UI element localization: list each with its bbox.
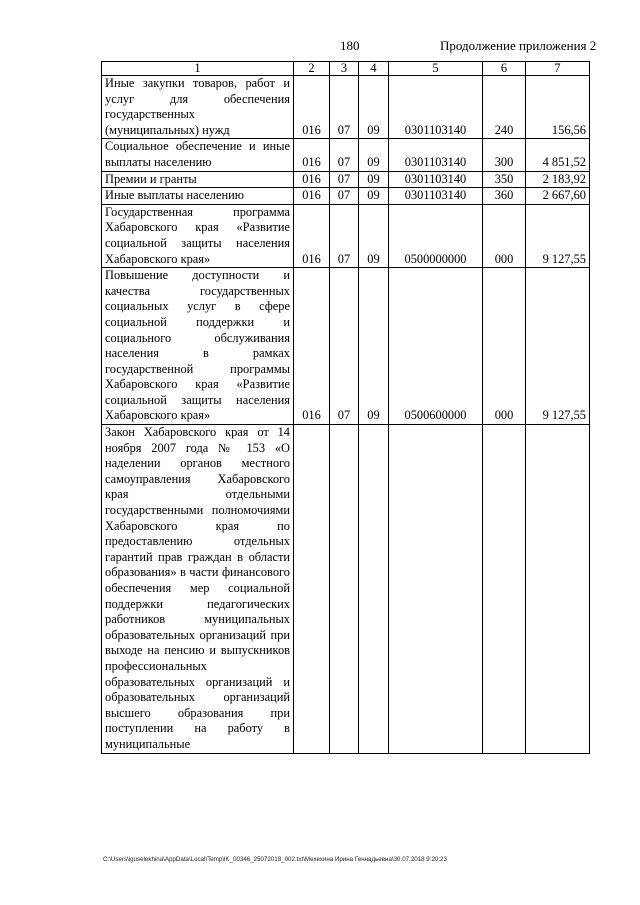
- column-number: 2: [294, 62, 330, 76]
- table-row: [102, 204, 590, 267]
- row-name: Повышение доступности и качества государственных социальных услуг в сфере социальной поддержки и социального обслуживания населения в рамках государственной программы Хабаровского края «Развитие социальной защиты населения Хабаровского края»: [102, 268, 294, 425]
- target-item-code: 0301103140: [389, 171, 483, 188]
- section-code: 07: [330, 204, 359, 267]
- section-code: 07: [330, 139, 359, 171]
- expense-type-code: 360: [483, 188, 526, 205]
- ministry-code: 016: [294, 188, 330, 205]
- row-name: Закон Хабаровского края от 14 ноября 2007 года № 153 «О наделении органов местного самоуправления Хабаровского края отдельными государственными полномочиями Хабаровского края по предоставлению отдельных гарантий прав граждан в области образования» в части финансового обеспечения мер социальной поддержки педагогических работников муниципальных образовательных организаций при выходе на пенсию и выпускников профессиональных образовательных организаций и образовательных организаций высшего образования при поступлении на работу в муниципальные: [102, 425, 294, 753]
- subsection-code: 09: [359, 139, 389, 171]
- section-code: 07: [330, 188, 359, 205]
- row-name: Социальное обеспечение и иные выплаты населению: [102, 139, 294, 171]
- table-row: [102, 139, 590, 171]
- row-name: Иные закупки товаров, работ и услуг для обеспечения государственных (муниципальных) нужд: [102, 76, 294, 139]
- subsection-code: 09: [359, 204, 389, 267]
- target-item-code: [389, 425, 483, 753]
- table-row: [102, 268, 590, 425]
- ministry-code: 016: [294, 204, 330, 267]
- expense-type-code: 000: [483, 268, 526, 425]
- amount: 9 127,55: [526, 204, 590, 267]
- column-number: 3: [330, 62, 359, 76]
- amount: 9 127,55: [526, 268, 590, 425]
- column-number: 7: [526, 62, 590, 76]
- column-number-row: [102, 62, 590, 76]
- row-name: Государственная программа Хабаровского края «Развитие социальной защиты населения Хабаровского края»: [102, 204, 294, 267]
- table-row: [102, 171, 590, 188]
- target-item-code: 0301103140: [389, 76, 483, 139]
- ministry-code: 016: [294, 268, 330, 425]
- column-number: 6: [483, 62, 526, 76]
- expense-type-code: 240: [483, 76, 526, 139]
- section-code: 07: [330, 76, 359, 139]
- amount: [526, 425, 590, 753]
- expense-type-code: 000: [483, 204, 526, 267]
- budget-table: [101, 61, 590, 754]
- section-code: 07: [330, 171, 359, 188]
- section-code: 07: [330, 268, 359, 425]
- subsection-code: 09: [359, 171, 389, 188]
- subsection-code: [359, 425, 389, 753]
- ministry-code: 016: [294, 171, 330, 188]
- section-code: [330, 425, 359, 753]
- amount: 2 667,60: [526, 188, 590, 205]
- page-number: 180: [340, 38, 360, 53]
- ministry-code: 016: [294, 76, 330, 139]
- row-name: Премии и гранты: [102, 171, 294, 188]
- table-row: [102, 188, 590, 205]
- table-row: [102, 76, 590, 139]
- continuation-label: Продолжение приложения 2: [440, 38, 597, 53]
- expense-type-code: 300: [483, 139, 526, 171]
- ministry-code: [294, 425, 330, 753]
- amount: 4 851,52: [526, 139, 590, 171]
- ministry-code: 016: [294, 139, 330, 171]
- footer-file-path: C:\Users\iguselekhina\AppData\Local\Temp\lK_00346_25072018_002.txt\Мехехина Ирина Геннадьевна\30.07.2018 9:20:23: [103, 856, 447, 863]
- target-item-code: 0500600000: [389, 268, 483, 425]
- row-name: Иные выплаты населению: [102, 188, 294, 205]
- subsection-code: 09: [359, 76, 389, 139]
- amount: 156,56: [526, 76, 590, 139]
- subsection-code: 09: [359, 268, 389, 425]
- target-item-code: 0500000000: [389, 204, 483, 267]
- expense-type-code: 350: [483, 171, 526, 188]
- target-item-code: 0301103140: [389, 188, 483, 205]
- column-number: 1: [102, 62, 294, 76]
- column-number: 4: [359, 62, 389, 76]
- amount: 2 183,92: [526, 171, 590, 188]
- target-item-code: 0301103140: [389, 139, 483, 171]
- subsection-code: 09: [359, 188, 389, 205]
- table-row: [102, 425, 590, 753]
- column-number: 5: [389, 62, 483, 76]
- expense-type-code: [483, 425, 526, 753]
